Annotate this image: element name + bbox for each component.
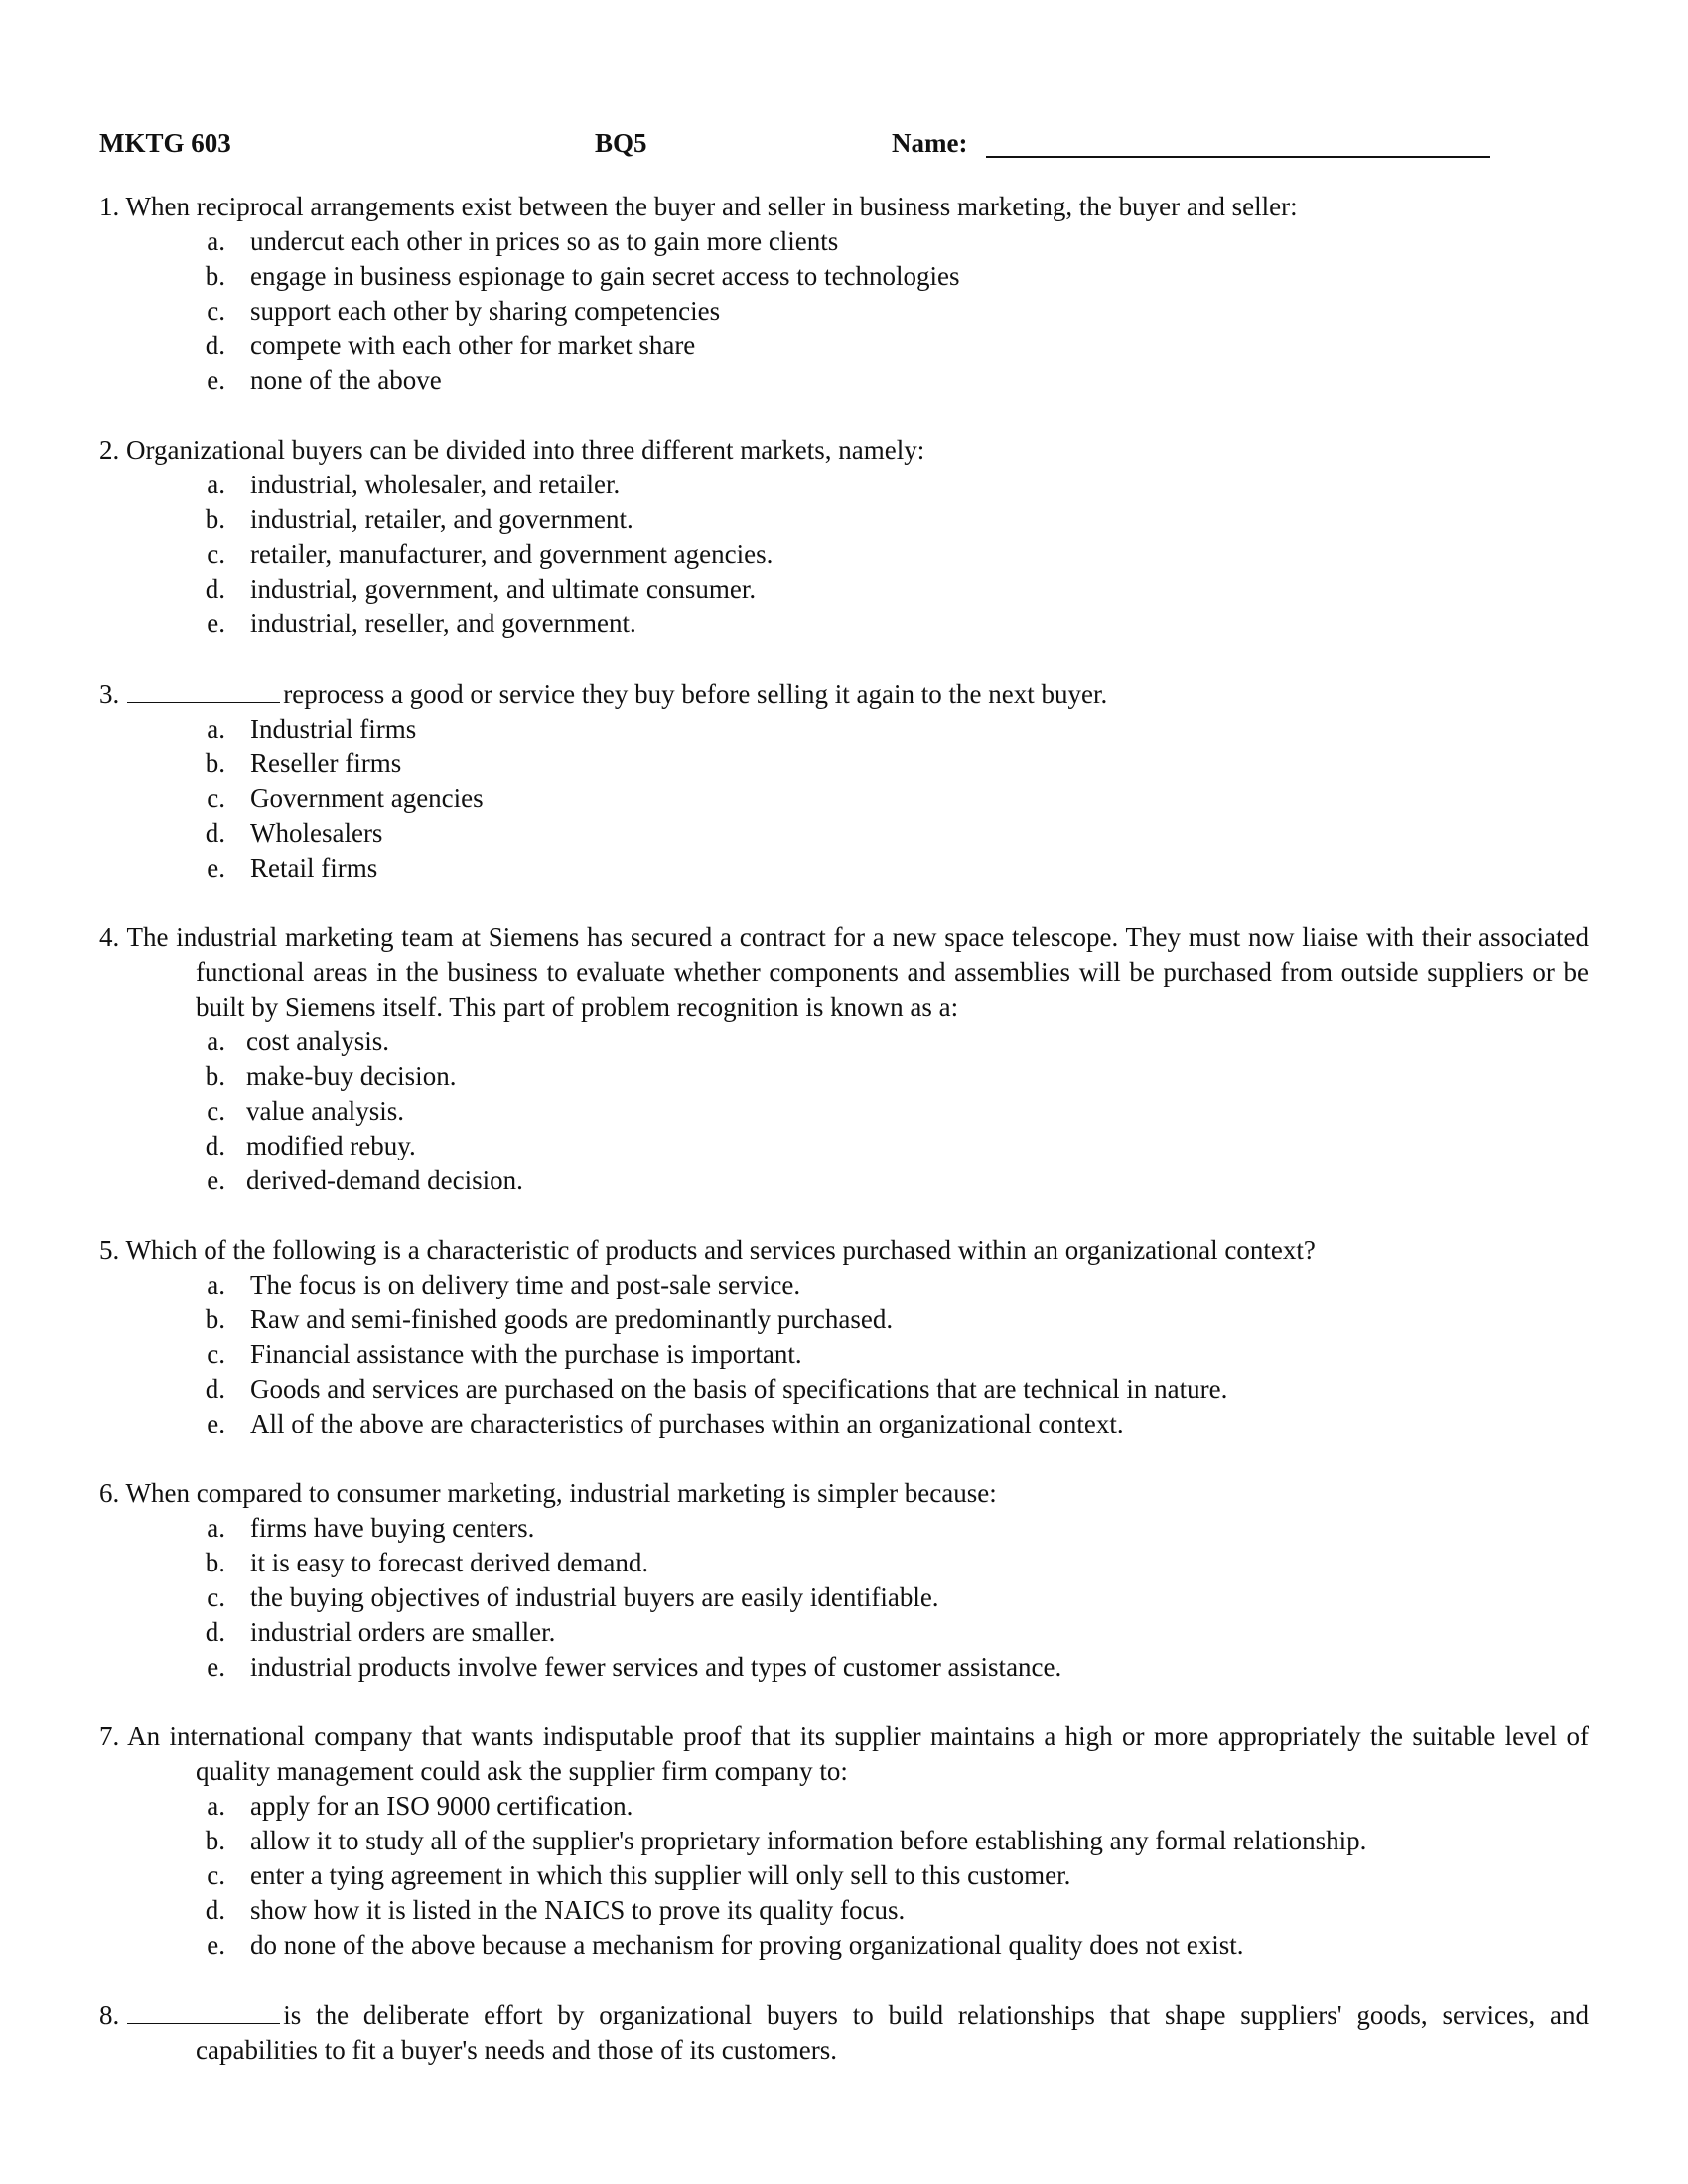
- name-label: Name:: [892, 128, 968, 158]
- question-2: [99, 433, 1589, 641]
- option-b[interactable]: [99, 259, 1589, 294]
- question-stem: [99, 1719, 1589, 1789]
- option-text: The focus is on delivery time and post-sale service.: [250, 1270, 801, 1299]
- option-letter: e.: [207, 1930, 225, 1960]
- option-list: [99, 1511, 1589, 1685]
- option-e[interactable]: [99, 1163, 1589, 1198]
- option-letter: e.: [207, 1409, 225, 1438]
- option-letter: d.: [205, 1617, 225, 1647]
- option-letter: c.: [207, 1096, 225, 1126]
- option-text: Raw and semi-finished goods are predominantly purchased.: [250, 1304, 894, 1334]
- quiz-id: BQ5: [595, 128, 647, 158]
- option-text: show how it is listed in the NAICS to prove its quality focus.: [250, 1895, 906, 1925]
- question-number: 7.: [99, 1721, 120, 1751]
- option-text: Reseller firms: [250, 749, 402, 778]
- question-number: 3.: [99, 679, 120, 709]
- option-letter: c.: [207, 539, 225, 569]
- option-c[interactable]: [99, 781, 1589, 816]
- option-text: allow it to study all of the supplier's proprietary information before establishing any formal relationship.: [250, 1826, 1367, 1855]
- option-letter: a.: [207, 226, 225, 256]
- option-text: derived-demand decision.: [246, 1165, 523, 1195]
- question-text: is the deliberate effort by organizational buyers to build relationships that shape suppliers' goods, services, and capabilities to fit a buyer's needs and those of its customers.: [196, 2000, 1589, 2065]
- option-list: [99, 1268, 1589, 1441]
- question-6: [99, 1476, 1589, 1685]
- option-letter: c.: [207, 1339, 225, 1369]
- option-letter: e.: [207, 1165, 225, 1195]
- option-c[interactable]: [99, 537, 1589, 572]
- option-b[interactable]: [99, 747, 1589, 781]
- option-list: [99, 1789, 1589, 1963]
- question-text: When reciprocal arrangements exist between the buyer and seller in business marketing, the buyer and seller:: [125, 192, 1298, 221]
- option-text: industrial, wholesaler, and retailer.: [250, 470, 621, 499]
- question-4: [99, 920, 1589, 1198]
- option-c[interactable]: [99, 1337, 1589, 1372]
- option-text: retailer, manufacturer, and government agencies.: [250, 539, 774, 569]
- option-list: [99, 224, 1589, 398]
- option-e[interactable]: [99, 1928, 1589, 1963]
- option-text: engage in business espionage to gain secret access to technologies: [250, 261, 960, 291]
- option-letter: c.: [207, 783, 225, 813]
- question-stem: [99, 1997, 1589, 2068]
- option-a[interactable]: [99, 712, 1589, 747]
- question-text: An international company that wants indisputable proof that its supplier maintains a high or more appropriately the suitable level of quality management could ask the supplier firm company to:: [127, 1721, 1589, 1786]
- option-c[interactable]: [99, 1858, 1589, 1893]
- option-b[interactable]: [99, 502, 1589, 537]
- option-text: industrial orders are smaller.: [250, 1617, 556, 1647]
- option-letter: c.: [207, 1860, 225, 1890]
- option-letter: a.: [207, 1270, 225, 1299]
- question-1: [99, 190, 1589, 398]
- question-text: reprocess a good or service they buy before selling it again to the next buyer.: [283, 679, 1108, 709]
- question-text: The industrial marketing team at Siemens has secured a contract for a new space telescope. They must now liaise with their associated functional areas in the business to evaluate whether components and assemblies will be purchased from outside suppliers or be built by Siemens itself. This part of problem recognition is known as a:: [126, 922, 1590, 1022]
- question-number: 5.: [99, 1235, 120, 1265]
- option-letter: b.: [205, 1304, 225, 1334]
- question-3: [99, 676, 1589, 886]
- quiz-header: [99, 123, 1589, 163]
- option-letter: b.: [205, 1826, 225, 1855]
- name-blank-line[interactable]: [986, 156, 1490, 158]
- option-a[interactable]: [99, 468, 1589, 502]
- option-d[interactable]: [99, 1372, 1589, 1407]
- option-b[interactable]: [99, 1302, 1589, 1337]
- option-text: industrial products involve fewer services and types of customer assistance.: [250, 1652, 1062, 1682]
- option-text: value analysis.: [246, 1096, 404, 1126]
- option-e[interactable]: [99, 1650, 1589, 1685]
- option-text: Retail firms: [250, 853, 378, 883]
- option-letter: a.: [207, 470, 225, 499]
- question-text: Which of the following is a characteristic of products and services purchased within an organizational context?: [125, 1235, 1316, 1265]
- option-text: firms have buying centers.: [250, 1513, 535, 1543]
- option-letter: d.: [205, 1374, 225, 1404]
- option-text: cost analysis.: [246, 1026, 389, 1056]
- option-letter: a.: [207, 1791, 225, 1821]
- option-e[interactable]: [99, 607, 1589, 641]
- option-text: none of the above: [250, 365, 442, 395]
- option-c[interactable]: [99, 1580, 1589, 1615]
- option-d[interactable]: [99, 1893, 1589, 1928]
- option-text: do none of the above because a mechanism for proving organizational quality does not exist.: [250, 1930, 1244, 1960]
- option-letter: d.: [205, 818, 225, 848]
- option-c[interactable]: [99, 1094, 1589, 1129]
- course-code: MKTG 603: [99, 128, 231, 158]
- option-text: make-buy decision.: [246, 1061, 457, 1091]
- option-text: Financial assistance with the purchase is important.: [250, 1339, 802, 1369]
- option-text: industrial, government, and ultimate consumer.: [250, 574, 757, 604]
- option-text: compete with each other for market share: [250, 331, 696, 360]
- option-text: Industrial firms: [250, 714, 417, 744]
- option-e[interactable]: [99, 851, 1589, 886]
- option-e[interactable]: [99, 363, 1589, 398]
- option-letter: e.: [207, 1652, 225, 1682]
- option-letter: d.: [205, 574, 225, 604]
- question-text: When compared to consumer marketing, industrial marketing is simpler because:: [125, 1478, 997, 1508]
- option-d[interactable]: [99, 329, 1589, 363]
- option-a[interactable]: [99, 1511, 1589, 1546]
- option-letter: d.: [205, 331, 225, 360]
- option-b[interactable]: [99, 1824, 1589, 1858]
- option-text: modified rebuy.: [246, 1131, 416, 1160]
- option-list: [99, 712, 1589, 886]
- option-a[interactable]: [99, 1789, 1589, 1824]
- option-letter: a.: [207, 1026, 225, 1056]
- option-a[interactable]: [99, 224, 1589, 259]
- question-number: 4.: [99, 922, 120, 952]
- question-stem: [99, 1476, 1589, 1511]
- question-number: 2.: [99, 435, 120, 465]
- question-stem: [99, 920, 1589, 1024]
- question-stem: [99, 1233, 1589, 1268]
- question-text: Organizational buyers can be divided into three different markets, namely:: [126, 435, 925, 465]
- option-letter: e.: [207, 853, 225, 883]
- option-text: Government agencies: [250, 783, 484, 813]
- option-text: the buying objectives of industrial buyers are easily identifiable.: [250, 1582, 939, 1612]
- option-letter: c.: [207, 1582, 225, 1612]
- option-letter: a.: [207, 1513, 225, 1543]
- option-text: undercut each other in prices so as to gain more clients: [250, 226, 839, 256]
- option-text: industrial, retailer, and government.: [250, 504, 633, 534]
- option-text: apply for an ISO 9000 certification.: [250, 1791, 633, 1821]
- option-list: [99, 468, 1589, 641]
- question-number: 6.: [99, 1478, 120, 1508]
- question-7: [99, 1719, 1589, 1963]
- option-c[interactable]: [99, 294, 1589, 329]
- question-number: 8.: [99, 2000, 120, 2030]
- option-letter: d.: [205, 1131, 225, 1160]
- fill-in-blank[interactable]: [127, 1997, 280, 2024]
- option-list: [99, 1024, 1589, 1198]
- option-text: enter a tying agreement in which this supplier will only sell to this customer.: [250, 1860, 1071, 1890]
- option-letter: d.: [205, 1895, 225, 1925]
- question-8: [99, 1997, 1589, 2068]
- question-stem: [99, 676, 1589, 712]
- option-e[interactable]: [99, 1407, 1589, 1441]
- question-5: [99, 1233, 1589, 1441]
- option-letter: e.: [207, 365, 225, 395]
- question-number: 1.: [99, 192, 120, 221]
- option-text: Goods and services are purchased on the basis of specifications that are technical in nature.: [250, 1374, 1228, 1404]
- option-d[interactable]: [99, 1129, 1589, 1163]
- option-text: support each other by sharing competencies: [250, 296, 721, 326]
- option-letter: e.: [207, 609, 225, 638]
- option-text: Wholesalers: [250, 818, 383, 848]
- option-letter: b.: [205, 749, 225, 778]
- question-list: [99, 190, 1589, 2103]
- option-letter: a.: [207, 714, 225, 744]
- fill-in-blank[interactable]: [127, 676, 280, 703]
- option-text: All of the above are characteristics of purchases within an organizational context.: [250, 1409, 1124, 1438]
- option-b[interactable]: [99, 1546, 1589, 1580]
- option-a[interactable]: [99, 1268, 1589, 1302]
- option-b[interactable]: [99, 1059, 1589, 1094]
- option-letter: b.: [205, 504, 225, 534]
- option-a[interactable]: [99, 1024, 1589, 1059]
- option-text: industrial, reseller, and government.: [250, 609, 636, 638]
- question-stem: [99, 433, 1589, 468]
- option-letter: b.: [205, 261, 225, 291]
- option-d[interactable]: [99, 1615, 1589, 1650]
- option-text: it is easy to forecast derived demand.: [250, 1548, 649, 1577]
- option-d[interactable]: [99, 572, 1589, 607]
- option-letter: b.: [205, 1061, 225, 1091]
- option-letter: c.: [207, 296, 225, 326]
- question-stem: [99, 190, 1589, 224]
- option-d[interactable]: [99, 816, 1589, 851]
- option-letter: b.: [205, 1548, 225, 1577]
